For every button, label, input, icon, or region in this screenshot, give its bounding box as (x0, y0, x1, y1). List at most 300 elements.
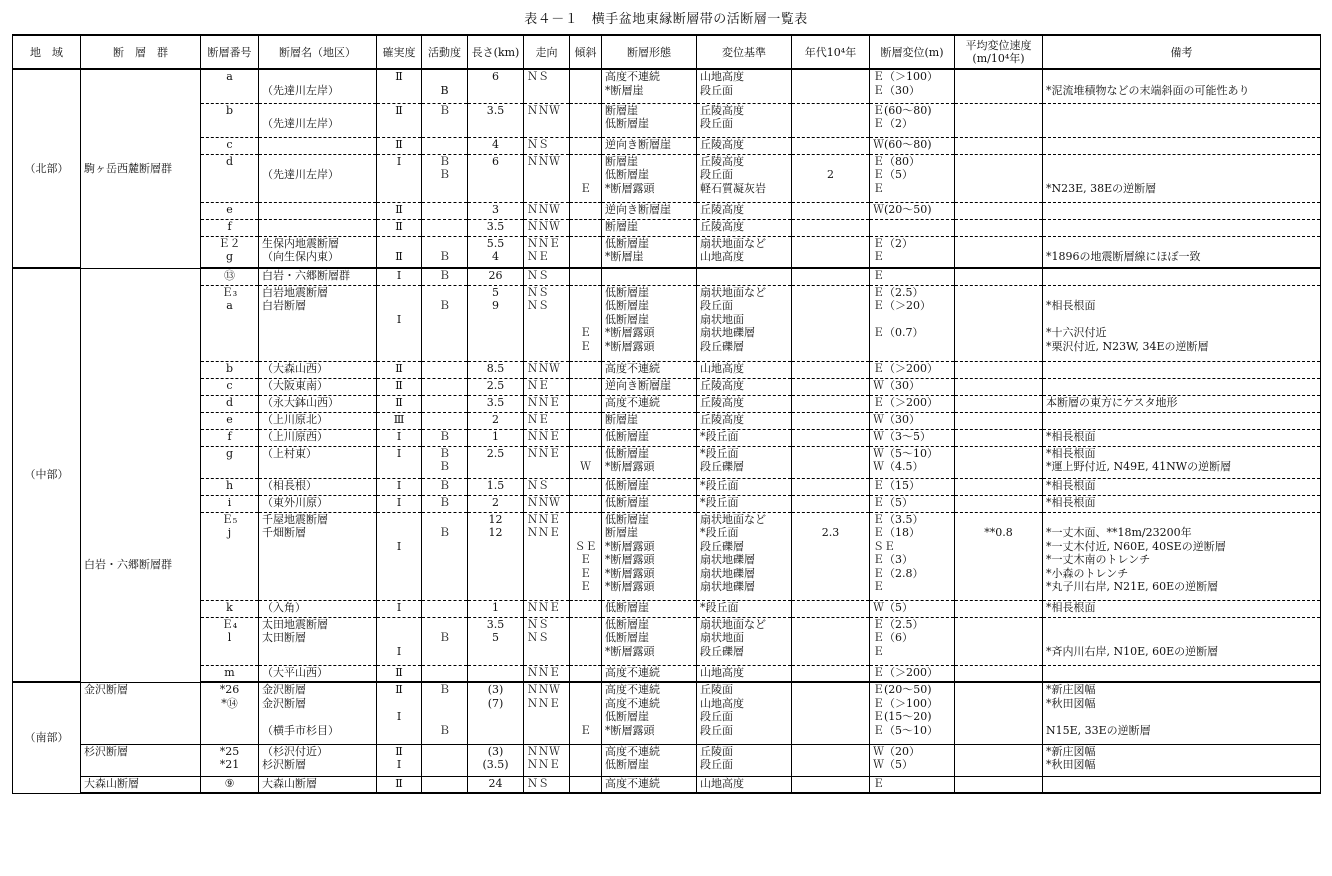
cell-remarks: *新庄図幅 *秋田図幅 N15E, 33Eの逆断層 (1043, 682, 1321, 744)
cell-displacement: Ｅ（＞200） (870, 665, 955, 682)
table-row (13, 137, 1321, 154)
cell-displacement-reference: 丘陵高度 (697, 395, 792, 412)
cell-length: 2.5 (468, 378, 524, 395)
cell-slip-rate (955, 665, 1043, 682)
cell-fault-form: 低断層崖 (602, 600, 697, 617)
cell-displacement: Ｅ（＞200） (870, 361, 955, 378)
table-row (13, 478, 1321, 495)
cell-remarks (1043, 219, 1321, 236)
cell-length: 26 (468, 268, 524, 285)
cell-age (792, 378, 870, 395)
fault-group-cell: 駒ヶ岳西麓断層群 (81, 69, 201, 268)
cell-slip-rate (955, 617, 1043, 665)
cell-certainty: Ⅱ Ⅰ (377, 682, 422, 744)
cell-slip-rate (955, 682, 1043, 744)
cell-slip-rate (955, 600, 1043, 617)
cell-certainty: Ⅱ (377, 236, 422, 268)
cell-displacement-reference: 丘陵高度 (697, 412, 792, 429)
table-row (13, 682, 1321, 744)
cell-age (792, 446, 870, 478)
fault-group-cell: 金沢断層 (81, 682, 201, 744)
cell-age (792, 682, 870, 744)
cell-certainty: Ⅰ (377, 446, 422, 478)
cell-length: 5 9 (468, 285, 524, 361)
table-row (13, 429, 1321, 446)
header-activity: 活動度 (422, 35, 468, 69)
cell-slip-rate (955, 154, 1043, 202)
cell-displacement: Ｗ（20） Ｗ（5） (870, 744, 955, 776)
cell-strike: ＮＮＷ ＮＮＥ (524, 682, 570, 744)
cell-fault-form: 断層崖 低断層崖 *断層露頭 (602, 154, 697, 202)
cell-certainty: Ⅰ (377, 154, 422, 202)
cell-certainty: Ⅱ (377, 395, 422, 412)
cell-activity: Ｂ (422, 103, 468, 137)
region-cell: （中部） (13, 268, 81, 682)
cell-strike: ＮＮＷ (524, 154, 570, 202)
cell-dip (570, 478, 602, 495)
cell-displacement: Ｅ（3.5） Ｅ（18） ＳＥ Ｅ（3） Ｅ（2.8） Ｅ (870, 512, 955, 600)
cell-age (792, 236, 870, 268)
cell-remarks: *斉内川右岸, N10E, 60Eの逆断層 (1043, 617, 1321, 665)
cell-certainty: Ⅰ (377, 429, 422, 446)
cell-strike: ＮＳ (524, 69, 570, 103)
cell-fault-number: b (201, 361, 259, 378)
cell-fault-number: d (201, 395, 259, 412)
cell-dip (570, 617, 602, 665)
cell-length: 3.5 (468, 395, 524, 412)
cell-fault-name: （大平山西） (259, 665, 377, 682)
cell-fault-form: 高度不連続 (602, 395, 697, 412)
cell-remarks: *相長根面 *十六沢付近 *栗沢付近, N23W, 34Eの逆断層 (1043, 285, 1321, 361)
cell-remarks: *相長根面 (1043, 478, 1321, 495)
cell-fault-form: 高度不連続 (602, 665, 697, 682)
cell-slip-rate (955, 395, 1043, 412)
cell-fault-form: 断層崖 低断層崖 (602, 103, 697, 137)
cell-length: 1 (468, 600, 524, 617)
cell-certainty: Ⅱ Ⅰ (377, 744, 422, 776)
cell-fault-number: h (201, 478, 259, 495)
cell-dip: Ｅ Ｅ (570, 285, 602, 361)
cell-dip (570, 268, 602, 285)
cell-age: 2 (792, 154, 870, 202)
cell-length: 3.5 (468, 103, 524, 137)
cell-length: 8.5 (468, 361, 524, 378)
cell-displacement: Ｅ(60～80) Ｅ（2） (870, 103, 955, 137)
cell-displacement: Ｗ(60～80) (870, 137, 955, 154)
cell-strike: ＮＮＥ (524, 429, 570, 446)
cell-dip (570, 495, 602, 512)
header-displacement-reference: 変位基準 (697, 35, 792, 69)
cell-slip-rate (955, 69, 1043, 103)
cell-dip: Ｅ (570, 682, 602, 744)
cell-remarks: *相長根面 (1043, 600, 1321, 617)
cell-fault-name (259, 219, 377, 236)
cell-fault-form: 低断層崖 *断層崖 (602, 236, 697, 268)
cell-certainty: Ⅰ (377, 478, 422, 495)
cell-fault-form: 低断層崖 (602, 429, 697, 446)
cell-strike: ＮＮＥ (524, 665, 570, 682)
cell-activity: B (422, 69, 468, 103)
table-row (13, 395, 1321, 412)
cell-displacement-reference: 丘陵高度 段丘面 軽石質凝灰岩 (697, 154, 792, 202)
cell-displacement: Ｅ（80） Ｅ（5） Ｅ (870, 154, 955, 202)
cell-remarks: *1896の地震断層線にほぼ一致 (1043, 236, 1321, 268)
region-cell: （北部） (13, 69, 81, 268)
header-fault-number: 断層番号 (201, 35, 259, 69)
cell-fault-form: 低断層崖 断層崖 *断層露頭 *断層露頭 *断層露頭 *断層露頭 (602, 512, 697, 600)
fault-group-cell: 杉沢断層 (81, 744, 201, 776)
cell-activity (422, 202, 468, 219)
cell-strike: ＮＮＥ ＮＥ (524, 236, 570, 268)
cell-displacement-reference: 丘陵高度 (697, 378, 792, 395)
cell-strike: ＮＮＷ (524, 103, 570, 137)
cell-displacement-reference: *段丘面 (697, 478, 792, 495)
cell-slip-rate (955, 202, 1043, 219)
cell-displacement (870, 219, 955, 236)
table-row (13, 236, 1321, 268)
cell-length: (3) (3.5) (468, 744, 524, 776)
cell-fault-form: 逆向き断層崖 (602, 137, 697, 154)
cell-fault-number: c (201, 137, 259, 154)
cell-remarks (1043, 202, 1321, 219)
cell-fault-name: （永大鉢山西） (259, 395, 377, 412)
cell-strike: ＮＥ (524, 378, 570, 395)
cell-activity (422, 378, 468, 395)
cell-dip (570, 219, 602, 236)
cell-remarks: *相長根面 *運上野付近, N49E, 41NWの逆断層 (1043, 446, 1321, 478)
cell-age (792, 665, 870, 682)
cell-fault-name: 千屋地震断層 千畑断層 (259, 512, 377, 600)
cell-displacement-reference: 丘陵高度 (697, 137, 792, 154)
cell-fault-form (602, 268, 697, 285)
cell-slip-rate (955, 103, 1043, 137)
cell-strike: ＮＥ (524, 412, 570, 429)
cell-fault-number: *26 *⑭ (201, 682, 259, 744)
cell-remarks (1043, 137, 1321, 154)
cell-displacement-reference: 扇状地面など 段丘面 扇状地面 扇状地礫層 段丘礫層 (697, 285, 792, 361)
table-row (13, 202, 1321, 219)
cell-slip-rate (955, 378, 1043, 395)
cell-fault-name: （上川原西） (259, 429, 377, 446)
cell-displacement-reference: 山地高度 段丘面 (697, 69, 792, 103)
cell-length: 3.5 5 (468, 617, 524, 665)
cell-slip-rate (955, 478, 1043, 495)
cell-certainty: Ⅱ (377, 219, 422, 236)
cell-remarks (1043, 103, 1321, 137)
cell-fault-form: 高度不連続 (602, 361, 697, 378)
cell-length: 4 (468, 137, 524, 154)
cell-fault-number: e (201, 202, 259, 219)
cell-dip (570, 744, 602, 776)
cell-fault-name: 大森山断層 (259, 776, 377, 793)
cell-certainty: Ⅱ (377, 776, 422, 793)
cell-slip-rate (955, 495, 1043, 512)
cell-fault-name: （先達川左岸） (259, 103, 377, 137)
cell-activity: Ｂ Ｂ (422, 446, 468, 478)
cell-certainty: Ⅱ (377, 665, 422, 682)
cell-activity (422, 600, 468, 617)
cell-fault-form: 低断層崖 (602, 478, 697, 495)
cell-fault-name: 太田地震断層 太田断層 (259, 617, 377, 665)
cell-certainty: Ⅰ (377, 512, 422, 600)
cell-fault-form: 低断層崖 低断層崖 *断層露頭 (602, 617, 697, 665)
cell-age (792, 617, 870, 665)
cell-activity: Ｂ (422, 268, 468, 285)
table-row (13, 776, 1321, 793)
cell-length: 1 (468, 429, 524, 446)
table-row (13, 361, 1321, 378)
cell-remarks (1043, 268, 1321, 285)
cell-fault-form: 低断層崖 (602, 495, 697, 512)
cell-strike: ＮＮＥ ＮＮＥ (524, 512, 570, 600)
page-title: 表４－１ 横手盆地東縁断層帯の活断層一覧表 (524, 12, 808, 27)
cell-fault-number: *25 *21 (201, 744, 259, 776)
cell-slip-rate: **0.8 (955, 512, 1043, 600)
cell-dip (570, 412, 602, 429)
cell-displacement: Ｗ（5～10） Ｗ（4.5） (870, 446, 955, 478)
cell-fault-number: k (201, 600, 259, 617)
cell-remarks (1043, 776, 1321, 793)
cell-activity: Ｂ (422, 512, 468, 600)
cell-dip (570, 69, 602, 103)
cell-remarks (1043, 665, 1321, 682)
cell-length: 5.5 4 (468, 236, 524, 268)
cell-displacement-reference: 丘陵高度 段丘面 (697, 103, 792, 137)
cell-age (792, 429, 870, 446)
cell-fault-name: （大森山西） (259, 361, 377, 378)
cell-fault-name (259, 202, 377, 219)
cell-fault-name: （東外川原） (259, 495, 377, 512)
cell-fault-form: 断層崖 (602, 219, 697, 236)
cell-fault-number: i (201, 495, 259, 512)
cell-age (792, 69, 870, 103)
cell-fault-number: Ｅ２ g (201, 236, 259, 268)
cell-dip (570, 236, 602, 268)
fault-table (12, 34, 1321, 794)
cell-certainty: Ⅰ (377, 268, 422, 285)
cell-fault-number: ⑬ (201, 268, 259, 285)
cell-strike: ＮＮＷ (524, 202, 570, 219)
table-row (13, 285, 1321, 361)
region-cell: （南部） (13, 682, 81, 793)
cell-age (792, 137, 870, 154)
cell-activity: Ｂ (422, 617, 468, 665)
cell-dip: Ｅ (570, 154, 602, 202)
cell-displacement-reference: 丘陵面 山地高度 段丘面 段丘面 (697, 682, 792, 744)
cell-fault-number: Ｅ₄ l (201, 617, 259, 665)
cell-length: 6 (468, 154, 524, 202)
cell-fault-number: f (201, 429, 259, 446)
cell-certainty: Ⅱ (377, 202, 422, 219)
cell-certainty: Ⅱ (377, 103, 422, 137)
cell-age (792, 412, 870, 429)
cell-fault-name: （上村東） (259, 446, 377, 478)
cell-certainty: Ⅱ (377, 137, 422, 154)
cell-displacement-reference: *段丘面 (697, 495, 792, 512)
cell-fault-number: c (201, 378, 259, 395)
cell-fault-name (259, 137, 377, 154)
cell-slip-rate (955, 412, 1043, 429)
header-dip: 傾斜 (570, 35, 602, 69)
header-length: 長さ(km) (468, 35, 524, 69)
cell-displacement: Ｅ (870, 268, 955, 285)
table-row (13, 617, 1321, 665)
cell-displacement-reference: 山地高度 (697, 776, 792, 793)
header-slip-rate: 平均変位速度 (m/10⁴年) (955, 35, 1043, 69)
cell-dip (570, 378, 602, 395)
cell-displacement-reference: 丘陵面 段丘面 (697, 744, 792, 776)
cell-displacement-reference: 扇状地面など 扇状地面 段丘礫層 (697, 617, 792, 665)
cell-displacement: Ｅ（15） (870, 478, 955, 495)
cell-displacement-reference: *段丘面 段丘礫層 (697, 446, 792, 478)
table-row (13, 154, 1321, 202)
cell-dip: ＳＥ Ｅ Ｅ Ｅ (570, 512, 602, 600)
cell-strike: ＮＮＷ ＮＮＥ (524, 744, 570, 776)
cell-length: 12 12 (468, 512, 524, 600)
cell-fault-name: 金沢断層 金沢断層 （横手市杉目） (259, 682, 377, 744)
table-row (13, 600, 1321, 617)
cell-activity (422, 412, 468, 429)
cell-displacement-reference: 丘陵高度 (697, 219, 792, 236)
cell-age (792, 361, 870, 378)
cell-slip-rate (955, 137, 1043, 154)
cell-activity (422, 219, 468, 236)
cell-activity: Ｂ (422, 285, 468, 361)
table-row (13, 446, 1321, 478)
cell-displacement: Ｅ（＞100） Ｅ（30） (870, 69, 955, 103)
cell-fault-number: f (201, 219, 259, 236)
cell-age (792, 776, 870, 793)
cell-displacement: Ｗ（5） (870, 600, 955, 617)
fault-group-cell: 大森山断層 (81, 776, 201, 793)
cell-strike: ＮＮＷ (524, 495, 570, 512)
cell-length: 2.5 (468, 446, 524, 478)
table-row (13, 378, 1321, 395)
cell-displacement-reference: 山地高度 (697, 361, 792, 378)
cell-certainty: Ⅰ (377, 600, 422, 617)
cell-dip (570, 202, 602, 219)
cell-activity (422, 776, 468, 793)
cell-strike: ＮＳ (524, 478, 570, 495)
cell-slip-rate (955, 268, 1043, 285)
table-body (13, 69, 1321, 793)
cell-fault-number: b (201, 103, 259, 137)
cell-displacement-reference: 丘陵高度 (697, 202, 792, 219)
cell-displacement-reference: 扇状地面など *段丘面 段丘礫層 扇状地礫層 扇状地礫層 扇状地礫層 (697, 512, 792, 600)
cell-fault-number: d (201, 154, 259, 202)
table-row (13, 665, 1321, 682)
cell-slip-rate (955, 429, 1043, 446)
cell-fault-form: 逆向き断層崖 (602, 202, 697, 219)
cell-fault-number: ⑨ (201, 776, 259, 793)
cell-remarks: *新庄図幅 *秋田図幅 (1043, 744, 1321, 776)
cell-activity (422, 744, 468, 776)
cell-fault-number: Ｅ₅ j (201, 512, 259, 600)
cell-length: 2 (468, 412, 524, 429)
cell-strike: ＮＮＥ (524, 600, 570, 617)
cell-fault-form: 断層崖 (602, 412, 697, 429)
cell-displacement-reference: 扇状地面など 山地高度 (697, 236, 792, 268)
cell-dip (570, 429, 602, 446)
cell-remarks (1043, 412, 1321, 429)
cell-fault-name: （先達川左岸） (259, 69, 377, 103)
cell-age (792, 285, 870, 361)
cell-strike: ＮＮＷ (524, 361, 570, 378)
cell-displacement-reference (697, 268, 792, 285)
cell-fault-name: （上川原北） (259, 412, 377, 429)
cell-length: 2 (468, 495, 524, 512)
cell-certainty: Ⅰ (377, 285, 422, 361)
cell-fault-form: 高度不連続 *断層崖 (602, 69, 697, 103)
cell-displacement: Ｗ（3～5） (870, 429, 955, 446)
cell-certainty: Ⅰ (377, 617, 422, 665)
header-region: 地 域 (13, 35, 81, 69)
cell-remarks (1043, 361, 1321, 378)
cell-displacement: Ｗ（30） (870, 412, 955, 429)
cell-age (792, 495, 870, 512)
header-fault-form: 断層形態 (602, 35, 697, 69)
cell-activity (422, 361, 468, 378)
cell-activity: Ｂ (422, 478, 468, 495)
cell-dip (570, 395, 602, 412)
cell-fault-name: （先達川左岸） (259, 154, 377, 202)
cell-remarks: *相長根面 (1043, 429, 1321, 446)
cell-slip-rate (955, 446, 1043, 478)
header-certainty: 確実度 (377, 35, 422, 69)
cell-slip-rate (955, 236, 1043, 268)
cell-strike: ＮＳ ＮＳ (524, 285, 570, 361)
cell-strike: ＮＳ (524, 137, 570, 154)
cell-activity (422, 395, 468, 412)
table-row (13, 103, 1321, 137)
cell-slip-rate (955, 219, 1043, 236)
cell-fault-form: 高度不連続 高度不連続 低断層崖 *断層露頭 (602, 682, 697, 744)
cell-age (792, 600, 870, 617)
cell-fault-form: 逆向き断層崖 (602, 378, 697, 395)
cell-slip-rate (955, 776, 1043, 793)
cell-length: 3 (468, 202, 524, 219)
table-row (13, 69, 1321, 103)
table-row (13, 219, 1321, 236)
cell-length (468, 665, 524, 682)
cell-slip-rate (955, 285, 1043, 361)
cell-age (792, 395, 870, 412)
cell-fault-name: 白岩地震断層 白岩断層 (259, 285, 377, 361)
cell-activity (422, 137, 468, 154)
cell-displacement: Ｅ(20～50) Ｅ（＞100） Ｅ(15～20) Ｅ（5～10） (870, 682, 955, 744)
cell-displacement: Ｗ(20～50) (870, 202, 955, 219)
cell-fault-name: 生保内地震断層 （向生保内東） (259, 236, 377, 268)
table-row (13, 744, 1321, 776)
cell-dip (570, 776, 602, 793)
header-fault-group: 断 層 群 (81, 35, 201, 69)
cell-displacement-reference: *段丘面 (697, 429, 792, 446)
cell-fault-number: a (201, 69, 259, 103)
header-remarks: 備考 (1043, 35, 1321, 69)
cell-activity (422, 665, 468, 682)
cell-strike: ＮＮＷ (524, 219, 570, 236)
table-row (13, 495, 1321, 512)
cell-fault-name: （大阪東南） (259, 378, 377, 395)
cell-activity: Ｂ Ｂ (422, 154, 468, 202)
cell-fault-number: g (201, 446, 259, 478)
cell-slip-rate (955, 361, 1043, 378)
cell-age (792, 219, 870, 236)
cell-activity: Ｂ (422, 429, 468, 446)
cell-dip: Ｗ (570, 446, 602, 478)
cell-fault-form: 低断層崖 *断層露頭 (602, 446, 697, 478)
cell-length: 24 (468, 776, 524, 793)
